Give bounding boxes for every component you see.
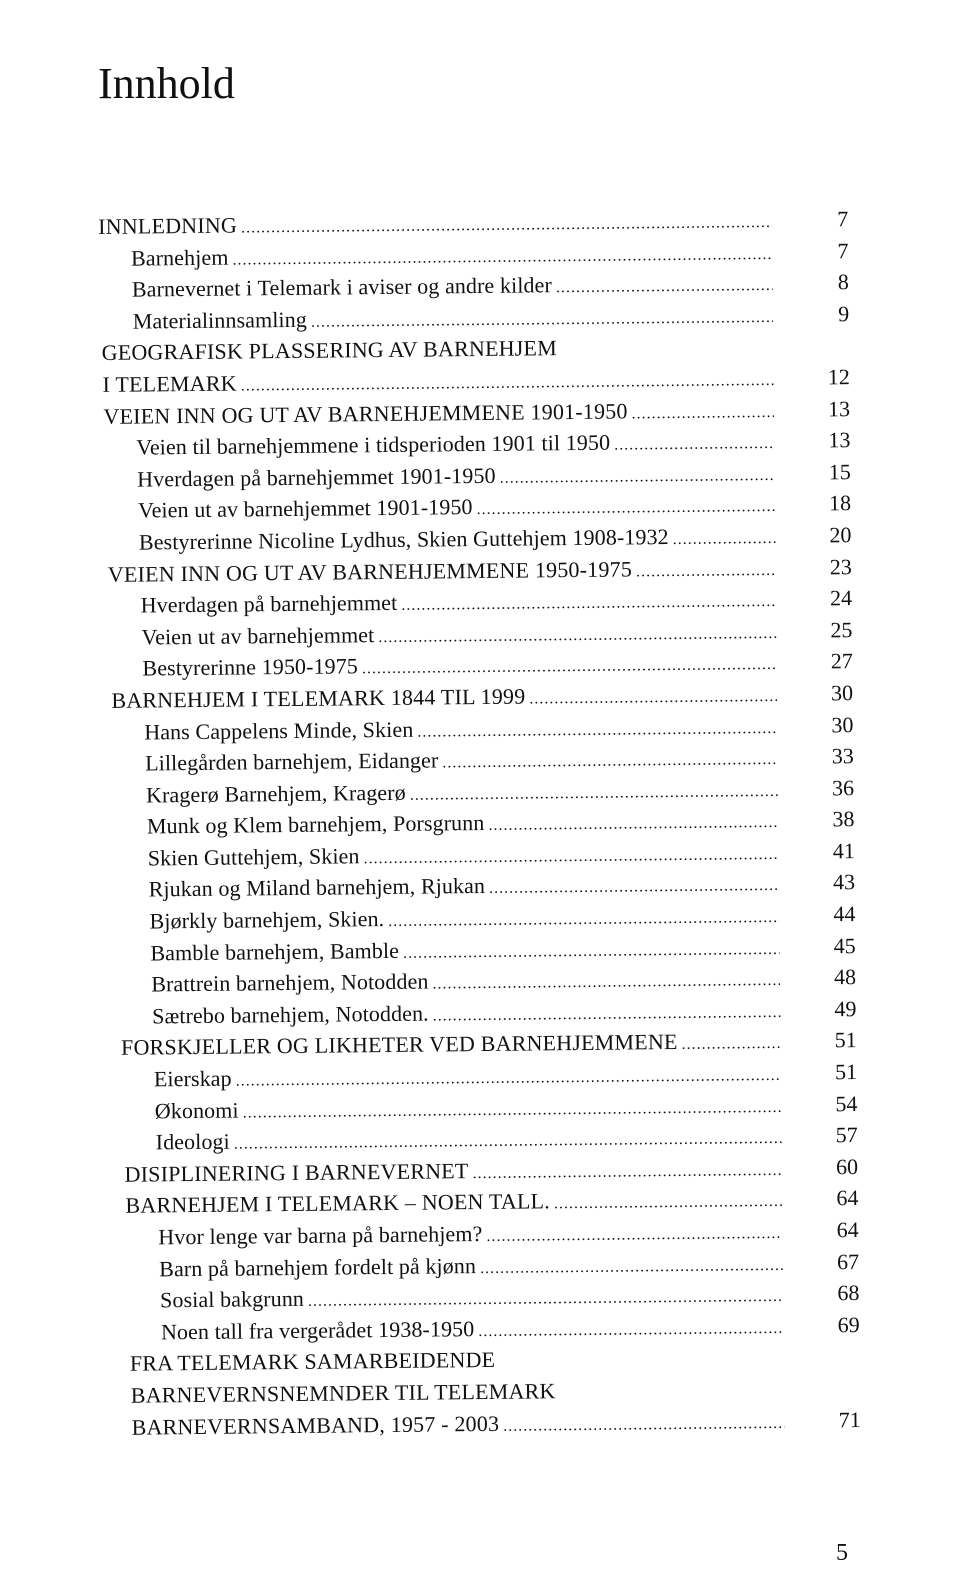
toc-entry-title: FORSKJELLER OG LIKHETER VED BARNEHJEMMENE	[120, 1029, 678, 1061]
toc-entry-page: 54	[835, 1090, 858, 1116]
toc-entry-title: Munk og Klem barnehjem, Porsgrunn	[146, 810, 485, 839]
toc-entry-title: Veien ut av barnehjemmet	[141, 621, 375, 650]
toc-entry-page: 12	[827, 364, 850, 390]
toc-entry-page: 71	[838, 1406, 861, 1432]
toc-entry-page: 13	[828, 427, 851, 453]
toc-entry-page	[810, 1372, 860, 1373]
toc-entry-page: 25	[830, 616, 853, 643]
toc-entry-title: Hvor lenge var barna på barnehjem?	[158, 1221, 483, 1250]
toc-entry-page: 30	[830, 680, 854, 706]
toc-entry-title: Hverdagen på barnehjemmet 1901-1950	[137, 462, 496, 492]
toc-entry-page: 43	[832, 869, 856, 895]
table-of-contents	[0, 202, 960, 1444]
toc-entry-page: 64	[836, 1185, 859, 1211]
toc-leader-dots	[503, 1407, 785, 1442]
toc-entry-page	[799, 329, 849, 330]
page-title: Innhold	[98, 59, 235, 108]
page-number: 5	[836, 1540, 848, 1566]
toc-entry-title: Skien Guttehjem, Skien	[147, 843, 360, 871]
toc-entry-title: BARNEHJEM I TELEMARK – NOEN TALL.	[125, 1188, 551, 1219]
toc-entry-title: BARNEHJEM I TELEMARK 1844 TIL 1999	[111, 683, 526, 713]
toc-entry-page: 15	[828, 458, 851, 485]
toc-entry-page: 9	[837, 300, 850, 327]
toc-entry-page: 36	[831, 774, 855, 801]
toc-entry-title: Ideologi	[155, 1128, 230, 1155]
toc-leader-dots	[681, 1028, 780, 1061]
toc-entry-page: 7	[836, 206, 849, 232]
toc-entry-title: Rjukan og Miland barnehjem, Rjukan	[148, 873, 486, 902]
toc-entry-page: 67	[836, 1248, 860, 1274]
toc-entry-page: 27	[830, 648, 853, 674]
toc-entry-page	[810, 1340, 860, 1341]
toc-entry-page: 24	[829, 585, 853, 611]
toc-entry-title: Brattrein barnehjem, Notodden	[151, 968, 429, 997]
toc-entry-title: VEIEN INN OG UT AV BARNEHJEMMENE 1901-1950	[103, 398, 628, 429]
toc-entry-title: DISIPLINERING I BARNEVERNET	[124, 1157, 469, 1187]
toc-entry-title: Sosial bakgrunn	[159, 1286, 305, 1313]
toc-entry-title: Bestyrerinne 1950-1975	[142, 653, 359, 681]
toc-entry-page: 20	[829, 522, 852, 548]
toc-entry-title: Hans Cappelens Minde, Skien	[144, 716, 414, 745]
toc-entry-title: FRA TELEMARK SAMARBEIDENDE	[129, 1347, 496, 1377]
toc-entry-page: 51	[834, 1027, 857, 1053]
toc-entry-page: 57	[835, 1122, 858, 1148]
toc-entry-page: 23	[829, 553, 852, 579]
toc-entry-title: Bjørkly barnehjem, Skien.	[149, 906, 385, 934]
toc-entry-title: Barn på barnehjem fordelt på kjønn	[159, 1252, 477, 1281]
toc-entry-page: 38	[832, 806, 855, 832]
toc-entry-title: I TELEMARK	[102, 370, 237, 397]
toc-entry-title: Barnehjem	[130, 244, 229, 271]
toc-entry-title: Barnevernet i Telemark i aviser og andre kilder	[131, 272, 553, 302]
toc-entry-page: 48	[833, 964, 857, 990]
toc-entry-page: 69	[837, 1311, 860, 1338]
toc-entry-page: 18	[828, 490, 852, 516]
toc-entry-page: 68	[837, 1280, 860, 1306]
toc-entry-title: INNLEDNING	[98, 212, 238, 239]
toc-entry-page: 33	[831, 743, 854, 769]
toc-entry-title: Bamble barnehjem, Bamble	[150, 937, 400, 966]
toc-entry-page: 30	[831, 711, 854, 737]
toc-entry-title: BARNEVERNSNEMNDER TIL TELEMARK	[130, 1378, 556, 1408]
toc-entry-page: 41	[832, 837, 855, 864]
toc-entry-title: Hverdagen på barnehjemmet	[140, 589, 398, 618]
toc-entry-page: 8	[837, 269, 849, 295]
toc-entry-title: Veien ut av barnehjemmet 1901-1950	[137, 494, 473, 523]
toc-entry-title: Veien til barnehjemmene i tidsperioden 1901 til 1950	[136, 429, 611, 460]
toc-entry-title: Økonomi	[154, 1097, 239, 1124]
toc-entry-title: BARNEVERNSAMBAND, 1957 - 2003	[131, 1410, 500, 1440]
toc-entry-title: Bestyrerinne Nicoline Lydhus, Skien Guttehjem 1908-1932	[138, 523, 669, 555]
toc-entry-page: 44	[833, 901, 856, 927]
toc-entry-title: Eierskap	[153, 1065, 232, 1092]
toc-entry-title: VEIEN INN OG UT AV BARNEHJEMMENE 1950-1975	[107, 555, 633, 587]
toc-entry-title: Sætrebo barnehjem, Notodden.	[152, 1000, 429, 1029]
toc-entry-page: 7	[837, 237, 849, 263]
toc-entry-title: Kragerø Barnehjem, Kragerø	[145, 779, 406, 808]
toc-entry-title: GEOGRAFISK PLASSERING AV BARNEHJEM	[101, 335, 558, 366]
toc-entry-title: Noen tall fra vergerådet 1938-1950	[160, 1315, 475, 1345]
toc-entry-page: 51	[834, 1059, 858, 1085]
toc-entry-title: Materialinnsamling	[132, 306, 308, 334]
toc-entry-page: 64	[836, 1217, 859, 1243]
toc-entry-page: 13	[827, 395, 851, 421]
toc-entry-page: 45	[833, 932, 856, 958]
toc-entry-title: Lillegården barnehjem, Eidanger	[144, 747, 439, 776]
toc-entry-page: 49	[834, 995, 857, 1022]
toc-entry-page: 60	[835, 1153, 859, 1180]
